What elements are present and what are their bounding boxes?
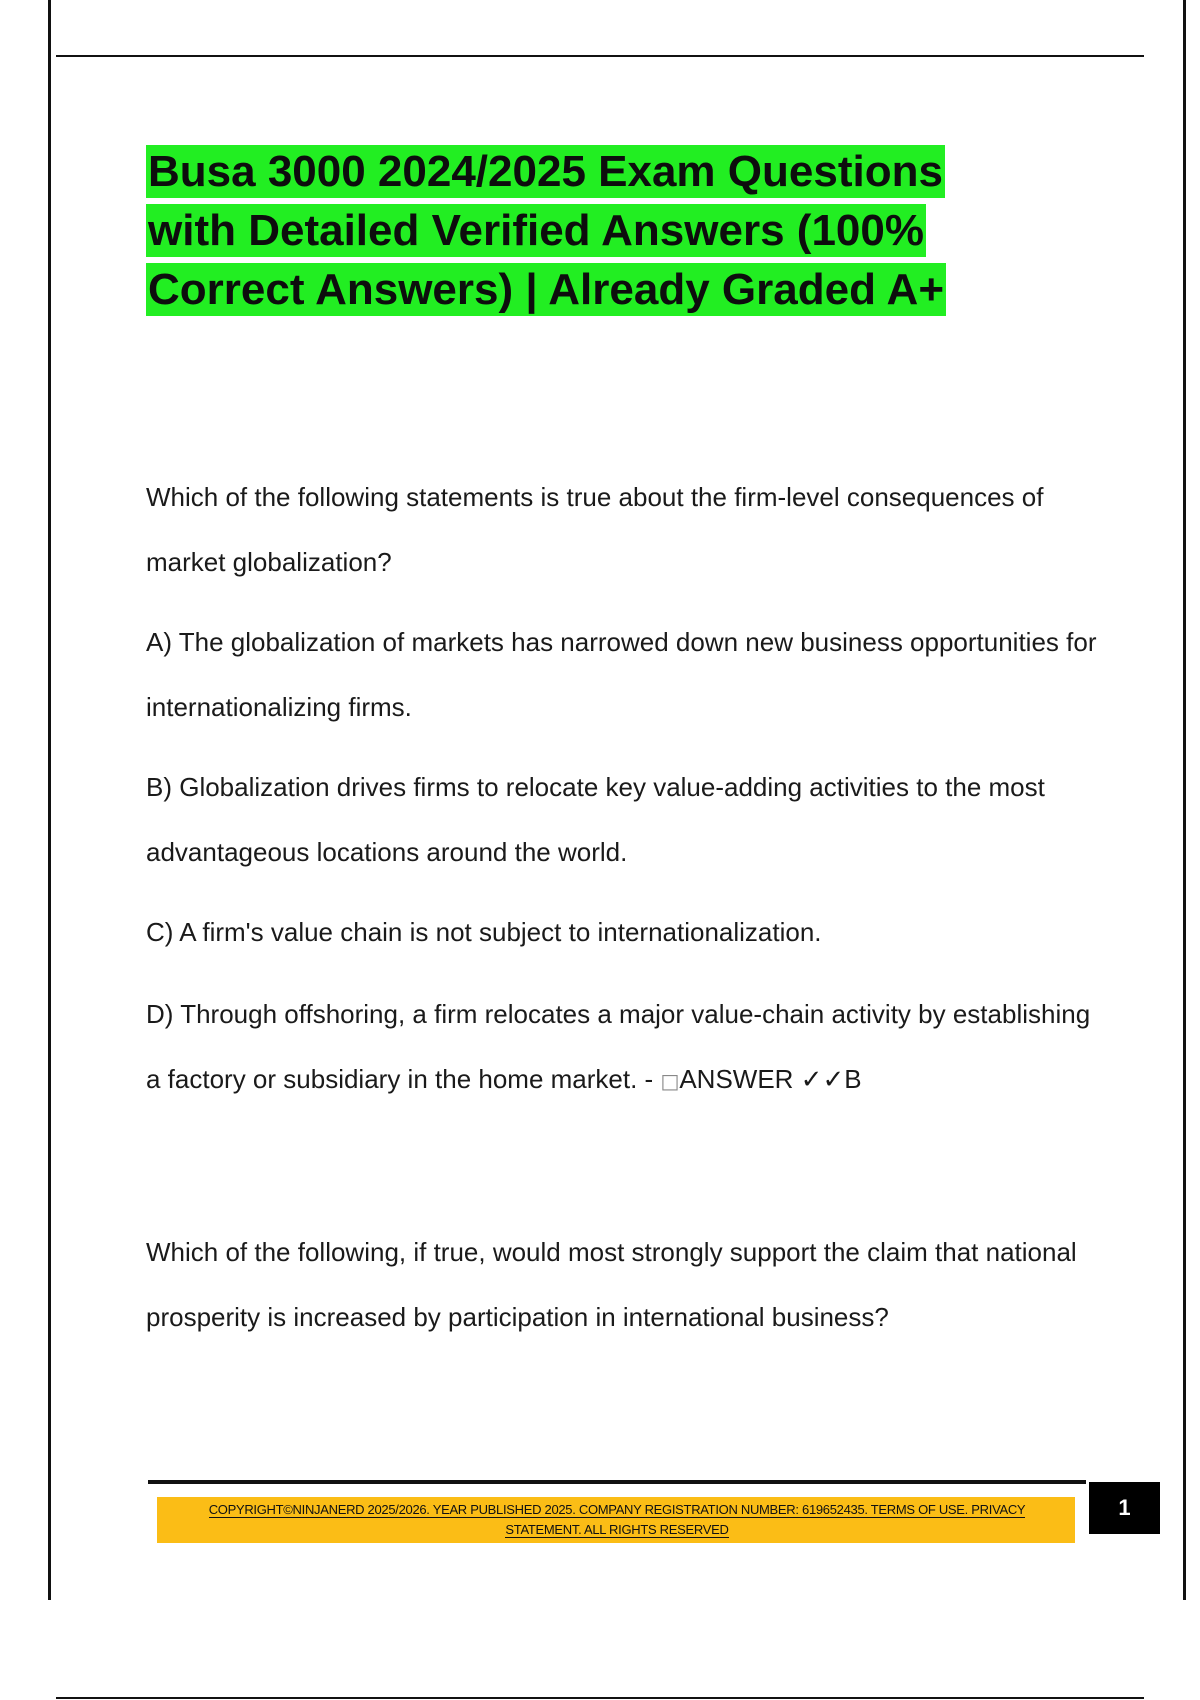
footer-copyright-line-1: COPYRIGHT©NINJANERD 2025/2026. YEAR PUBLISHED 2025. COMPANY REGISTRATION NUMBER: 619652435. TERMS OF USE. PRIVACY: [208, 1502, 1026, 1517]
placeholder-box-icon: □: [660, 1069, 680, 1093]
page-number: 1: [1089, 1482, 1160, 1534]
document-title: [146, 142, 1026, 319]
footer-rule: [148, 1480, 1086, 1484]
top-rule: [56, 55, 1144, 57]
question-1-option-b: B) Globalization drives firms to relocate key value-adding activities to the most advantageous locations around the world.: [146, 772, 1045, 867]
bottom-rule: [56, 1697, 1144, 1699]
footer-copyright: [170, 1500, 1064, 1540]
question-1-option-a: A) The globalization of markets has narrowed down new business opportunities for internationalizing firms.: [146, 627, 1097, 722]
left-border-line: [48, 0, 51, 1600]
question-1-text: Which of the following statements is true about the firm-level consequences of market globalization?: [146, 482, 1044, 577]
option-d-text: D) Through offshoring, a firm relocates a major value-chain activity by establishing a factory or subsidiary in the home market. -: [146, 999, 1091, 1094]
question-1-answer: ANSWER ✓✓B: [679, 1064, 862, 1094]
question-1-option-d: [146, 982, 1106, 1114]
footer-copyright-line-2: STATEMENT. ALL RIGHTS RESERVED: [505, 1522, 729, 1537]
title-highlight: Busa 3000 2024/2025 Exam Questions with Detailed Verified Answers (100% Correct Answers) | Already Graded A+: [148, 147, 945, 314]
question-1-option-c: C) A firm's value chain is not subject to internationalization.: [146, 917, 822, 947]
question-2-text: Which of the following, if true, would most strongly support the claim that national prosperity is increased by participation in international business?: [146, 1237, 1077, 1332]
right-border-line: [1183, 0, 1186, 1600]
